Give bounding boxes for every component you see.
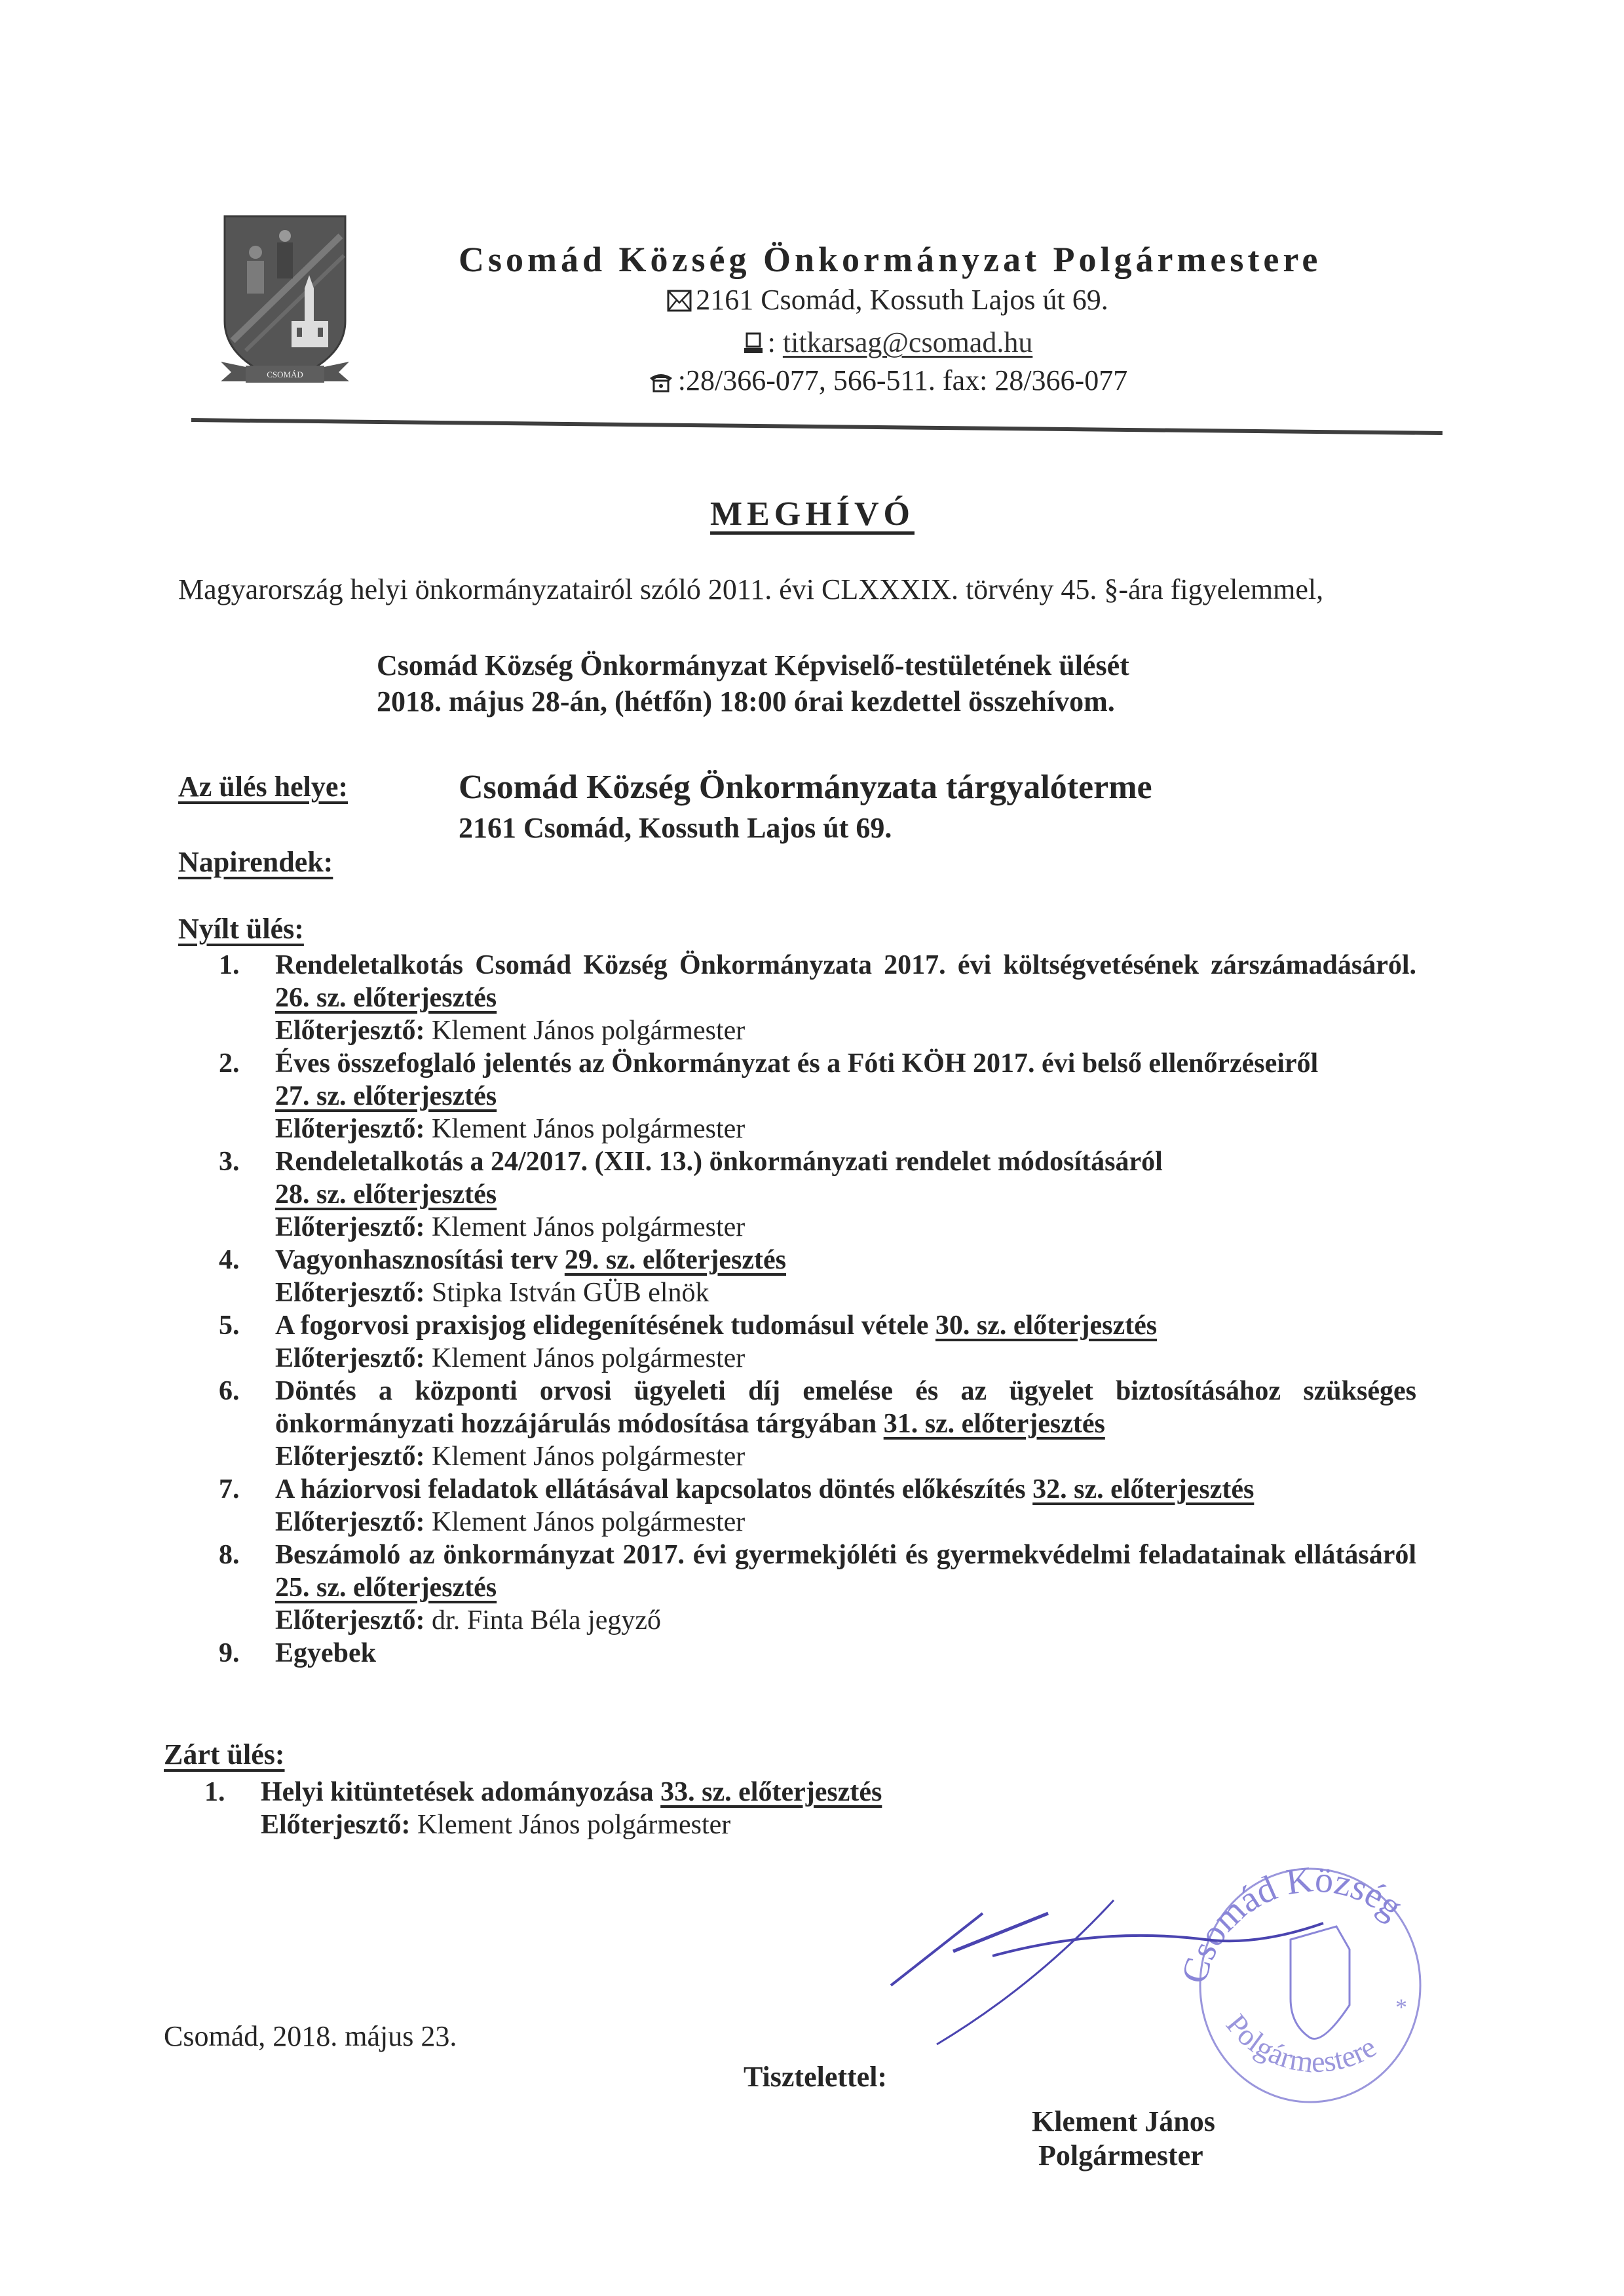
proposal-reference: 29. sz. előterjesztés bbox=[564, 1245, 786, 1275]
svg-text:Csomád Község: Csomád Község bbox=[1173, 1859, 1410, 1988]
phone-text: 28/366-077, 566-511. fax: 28/366-077 bbox=[686, 364, 1128, 396]
agenda-item: 7. A háziorvosi feladatok ellátásával kapcsolatos döntés előkészítés 32. sz. előterjesztés Előterjesztő: Klement János polgármester bbox=[219, 1474, 1255, 1537]
proposal-reference: 27. sz. előterjesztés bbox=[275, 1081, 497, 1111]
svg-text:*: * bbox=[1395, 1994, 1407, 2020]
letterhead-email: : titkarsag@csomad.hu bbox=[452, 326, 1323, 359]
envelope-icon bbox=[667, 290, 692, 312]
agenda-item: 5. A fogorvosi praxisjog elidegenítésének tudomásul vétele 30. sz. előterjesztés Előterjesztő: Klement János polgármester bbox=[219, 1311, 1158, 1373]
convene-line-2: 2018. május 28-án, (hétfőn) 18:00 órai kezdettel összehívom. bbox=[377, 685, 1115, 718]
agenda-item: 9. Egyebek bbox=[219, 1638, 377, 1668]
proposal-reference: 26. sz. előterjesztés bbox=[275, 983, 497, 1013]
proposal-reference: 25. sz. előterjesztés bbox=[275, 1573, 497, 1603]
svg-text:CSOMÁD: CSOMÁD bbox=[267, 370, 303, 379]
closed-session-label: Zárt ülés: bbox=[164, 1738, 285, 1770]
agenda-label: Napirendek: bbox=[178, 846, 333, 878]
open-session-label: Nyílt ülés: bbox=[178, 913, 304, 945]
closed-session-agenda bbox=[164, 1776, 1415, 1841]
telephone-icon bbox=[648, 370, 674, 392]
closing-salutation: Tisztelettel: bbox=[744, 2061, 888, 2093]
proposal-reference: 33. sz. előterjesztés bbox=[660, 1777, 882, 1807]
open-session-agenda bbox=[178, 949, 1429, 1670]
signer-name: Klement János bbox=[1032, 2105, 1215, 2137]
letterhead-divider bbox=[191, 418, 1443, 435]
date-place: Csomád, 2018. május 23. bbox=[164, 2020, 457, 2052]
letterhead-title: Csomád Község Önkormányzat Polgármestere bbox=[459, 240, 1322, 279]
convene-line-1: Csomád Község Önkormányzat Képviselő-testületének ülését bbox=[377, 649, 1129, 681]
proposal-reference: 32. sz. előterjesztés bbox=[1032, 1474, 1255, 1504]
agenda-item: 3. Rendeletalkotás a 24/2017. (XII. 13.) önkormányzati rendelet módosításáról 28. sz. előterjesztés Előterjesztő: Klement János polgármester bbox=[219, 1147, 1163, 1242]
official-stamp-icon bbox=[839, 1835, 1428, 2110]
agenda-item: 4. Vagyonhasznosítási terv 29. sz. előterjesztés Előterjesztő: Stipka István GÜB elnök bbox=[219, 1245, 786, 1308]
proposal-reference: 30. sz. előterjesztés bbox=[935, 1311, 1158, 1341]
address-text: 2161 Csomád, Kossuth Lajos út 69. bbox=[696, 284, 1108, 316]
agenda-item: 8. Beszámoló az önkormányzat 2017. évi gyermekjóléti és gyermekvédelmi feladatainak ellátásáról 25. sz. előterjesztés Előterjesztő: dr. Finta Béla jegyző bbox=[219, 1540, 1416, 1636]
computer-icon bbox=[743, 332, 764, 354]
coat-of-arms-icon bbox=[219, 210, 350, 393]
agenda-item: 2. Éves összefoglaló jelentés az Önkormányzat és a Fóti KÖH 2017. évi belső ellenőrzéseiről 27. sz. előterjesztés Előterjesztő: Klement János polgármester bbox=[219, 1048, 1319, 1144]
agenda-item: 6. Döntés a központi orvosi ügyeleti díj emelése és az ügyelet biztosításához szükséges önkormányzati hozzájárulás módosítása tárgyában 31. sz. előterjesztés Előterjesztő: Klement János polgármester bbox=[219, 1376, 1416, 1472]
proposal-reference: 28. sz. előterjesztés bbox=[275, 1179, 497, 1210]
venue-label: Az ülés helye: bbox=[178, 771, 349, 803]
proposal-reference: 31. sz. előterjesztés bbox=[883, 1409, 1105, 1439]
email-link[interactable]: titkarsag@csomad.hu bbox=[782, 326, 1033, 358]
venue-name: Csomád Község Önkormányzata tárgyalóterme bbox=[459, 769, 1152, 806]
intro-paragraph: Magyarország helyi önkormányzatairól szóló 2011. évi CLXXXIX. törvény 45. §-ára figyelemmel, bbox=[178, 573, 1324, 605]
agenda-item: 1. Helyi kitüntetések adományozása 33. sz. előterjesztés Előterjesztő: Klement János polgármester bbox=[204, 1777, 882, 1840]
letterhead-address bbox=[452, 283, 1323, 316]
agenda-item: 1. Rendeletalkotás Csomád Község Önkormányzata 2017. évi költségvetésének zárszámadásáról. 26. sz. előterjesztés Előterjesztő: Klement János polgármester bbox=[219, 950, 1416, 1046]
venue-address: 2161 Csomád, Kossuth Lajos út 69. bbox=[459, 812, 892, 844]
document-title: MEGHÍVÓ bbox=[710, 495, 915, 533]
letterhead-phone: :28/366-077, 566-511. fax: 28/366-077 bbox=[452, 364, 1323, 397]
signer-title: Polgármester bbox=[1038, 2139, 1203, 2172]
svg-text:Polgármestere: Polgármestere bbox=[1219, 2008, 1382, 2079]
